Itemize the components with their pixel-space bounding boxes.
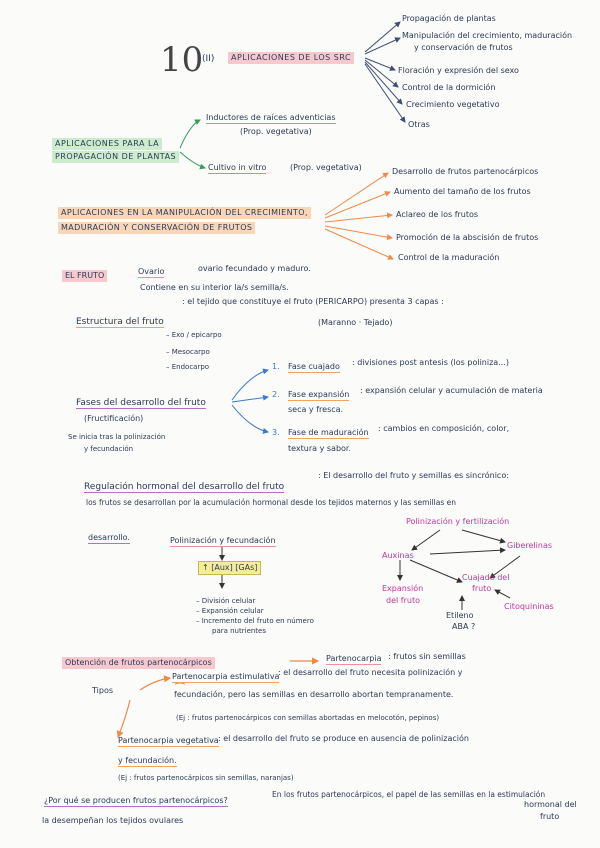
phase3-number: 3. [272,428,280,437]
effect-division: – División celular [196,597,256,605]
regulation-text3: desarrollo. [88,533,130,542]
phase2-text: : expansión celular y acumulación de materia [360,386,543,395]
phases-arrows [232,370,268,432]
phase1-text: : divisiones post antesis (los poliniza...) [352,358,509,367]
app-propagation: Propagación de plantas [402,14,496,23]
regulation-text1: : El desarrollo del fruto y semillas es sincrónico: [318,471,509,480]
type1-text1: : el desarrollo del fruto necesita polinización y [278,668,463,677]
chapter-part: (II) [202,54,215,64]
answer-line1: En los frutos partenocárpicos, el papel de las semillas en la estimulación [272,790,546,799]
fruit-def2: Contiene en su interior la/s semilla/s. [140,283,289,292]
manip-item-size: Aumento del tamaño de los frutos [394,187,531,196]
layer-mesocarp: – Mesocarpo [166,348,210,356]
phases-sub: (Fructificación) [84,414,144,423]
types-label: Tipos [92,686,114,695]
diagram-etileno: Etileno [446,611,474,620]
phases-note2: y fecundación [84,445,134,453]
diagram-cuajado: Cuajado del [462,573,510,582]
manip-item-abscission: Promoción de la abscisión de frutos [396,233,539,242]
app-manipulation-cont: y conservación de frutos [414,43,513,52]
fruit-label: EL FRUTO [62,270,107,282]
layer-endocarp: – Endocarpo [166,363,210,371]
propagation-roots: Inductores de raíces adventicias [206,113,336,122]
manipulation-title-line1: APLICACIONES EN LA MANIPULACIÓN DEL CRECIMIENTO, [58,207,311,219]
regulation-aux-gas: ↑ [Aux] [GAs] [198,561,261,575]
type2-example: (Ej : frutos partenocárpicos sin semillas, naranjas) [118,774,294,782]
regulation-label: Regulación hormonal del desarrollo del fruto [84,482,285,492]
phase3-text2: textura y sabor. [288,444,352,453]
structure-note: (Maranno · Tejado) [318,318,393,327]
parthenocarpy-label: Obtención de frutos partenocárpicos [62,657,215,669]
type1-example: (Ej : frutos partenocárpicos con semillas abortadas en melocotón, pepinos) [176,714,440,722]
type1-name: Partenocarpia estimulativa [172,672,280,681]
phase2-number: 2. [272,390,280,399]
type1-text2: fecundación, pero las semillas en desarrollo abortan tempranamente. [174,690,454,699]
regulation-text2: los frutos se desarrollan por la acumulación hormonal desde los tejidos maternos y las semillas en [86,498,456,507]
phase2-name: Fase expansión [288,390,350,399]
app-flowering: Floración y expresión del sexo [398,66,519,75]
phase3-name: Fase de maduración [288,428,369,437]
parthenocarpy-term: Partenocarpia [326,654,382,663]
manip-item-parthenocarpic: Desarrollo de frutos partenocárpicos [392,167,539,176]
answer-side1: hormonal del [524,800,577,809]
phase1-name: Fase cuajado [288,362,340,371]
chapter-title: APLICACIONES DE LOS SRC [228,52,354,64]
phases-label: Fases del desarrollo del fruto [76,398,206,408]
chapter-number: 10 [160,40,204,80]
diagram-citoquininas: Citoquininas [504,602,554,611]
type2-text2: y fecundación. [118,756,177,765]
structure-text: : el tejido que constituye el fruto (PERICARPO) presenta 3 capas : [182,297,444,306]
propagation-invitro: Cultivo in vitro [208,163,267,172]
phase3-text: : cambios en composición, color, [378,424,510,433]
question: ¿Por qué se producen frutos partenocárpicos? [44,796,228,805]
structure-label: Estructura del fruto [76,317,164,327]
diagram-expansion-fruto: del fruto [386,596,420,605]
propagation-arrows [180,120,205,168]
diagram-pollination: Polinización y fertilización [406,517,510,526]
phases-note1: Se inicia tras la polinización [68,433,166,441]
app-others: Otras [408,120,430,129]
fruit-term: Ovario [138,267,165,276]
effect-expansion: – Expansión celular [196,607,264,615]
regulation-pollination: Polinización y fecundación [170,536,276,545]
app-dormancy: Control de la dormición [402,83,496,92]
effect-nutrients: para nutrientes [212,627,267,635]
type2-text1: : el desarrollo del fruto se produce en ausencia de polinización [218,734,469,743]
manip-item-ripening: Control de la maduración [398,253,500,262]
answer-side2: fruto [540,812,560,821]
manip-item-thinning: Aclareo de los frutos [396,210,479,219]
propagation-roots-sub: (Prop. vegetativa) [240,127,312,136]
answer-line2: la desempeñan los tejidos ovulares [42,816,184,825]
effect-increment: – Incremento del fruto en número [196,617,314,625]
diagram-aba: ABA ? [452,622,476,631]
phase2-text2: seca y fresca. [288,405,344,414]
phase1-number: 1. [272,362,280,371]
manipulation-arrows [325,173,393,259]
app-vegetative-growth: Crecimiento vegetativo [406,100,500,109]
manipulation-title-line2: MADURACIÓN Y CONSERVACIÓN DE FRUTOS [58,222,255,234]
layer-exocarp: – Exo / epicarpo [166,331,222,339]
type2-name: Partenocarpia vegetativa [118,736,219,745]
app-manipulation: Manipulación del crecimiento, maduración [402,31,573,40]
diagram-giberelinas: Giberelinas [507,541,553,550]
diagram-cuajado-fruto: fruto [472,584,492,593]
diagram-auxinas: Auxinas [382,551,414,560]
diagram-expansion: Expansión [382,584,424,593]
propagation-title-line2: PROPAGACIÓN DE PLANTAS [52,151,179,163]
parthenocarpy-def: : frutos sin semillas [388,652,466,661]
propagation-title-line1: APLICACIONES PARA LA [52,138,162,150]
propagation-invitro-sub: (Prop. vegetativa) [290,163,362,172]
fruit-def1: ovario fecundado y maduro. [198,264,311,273]
